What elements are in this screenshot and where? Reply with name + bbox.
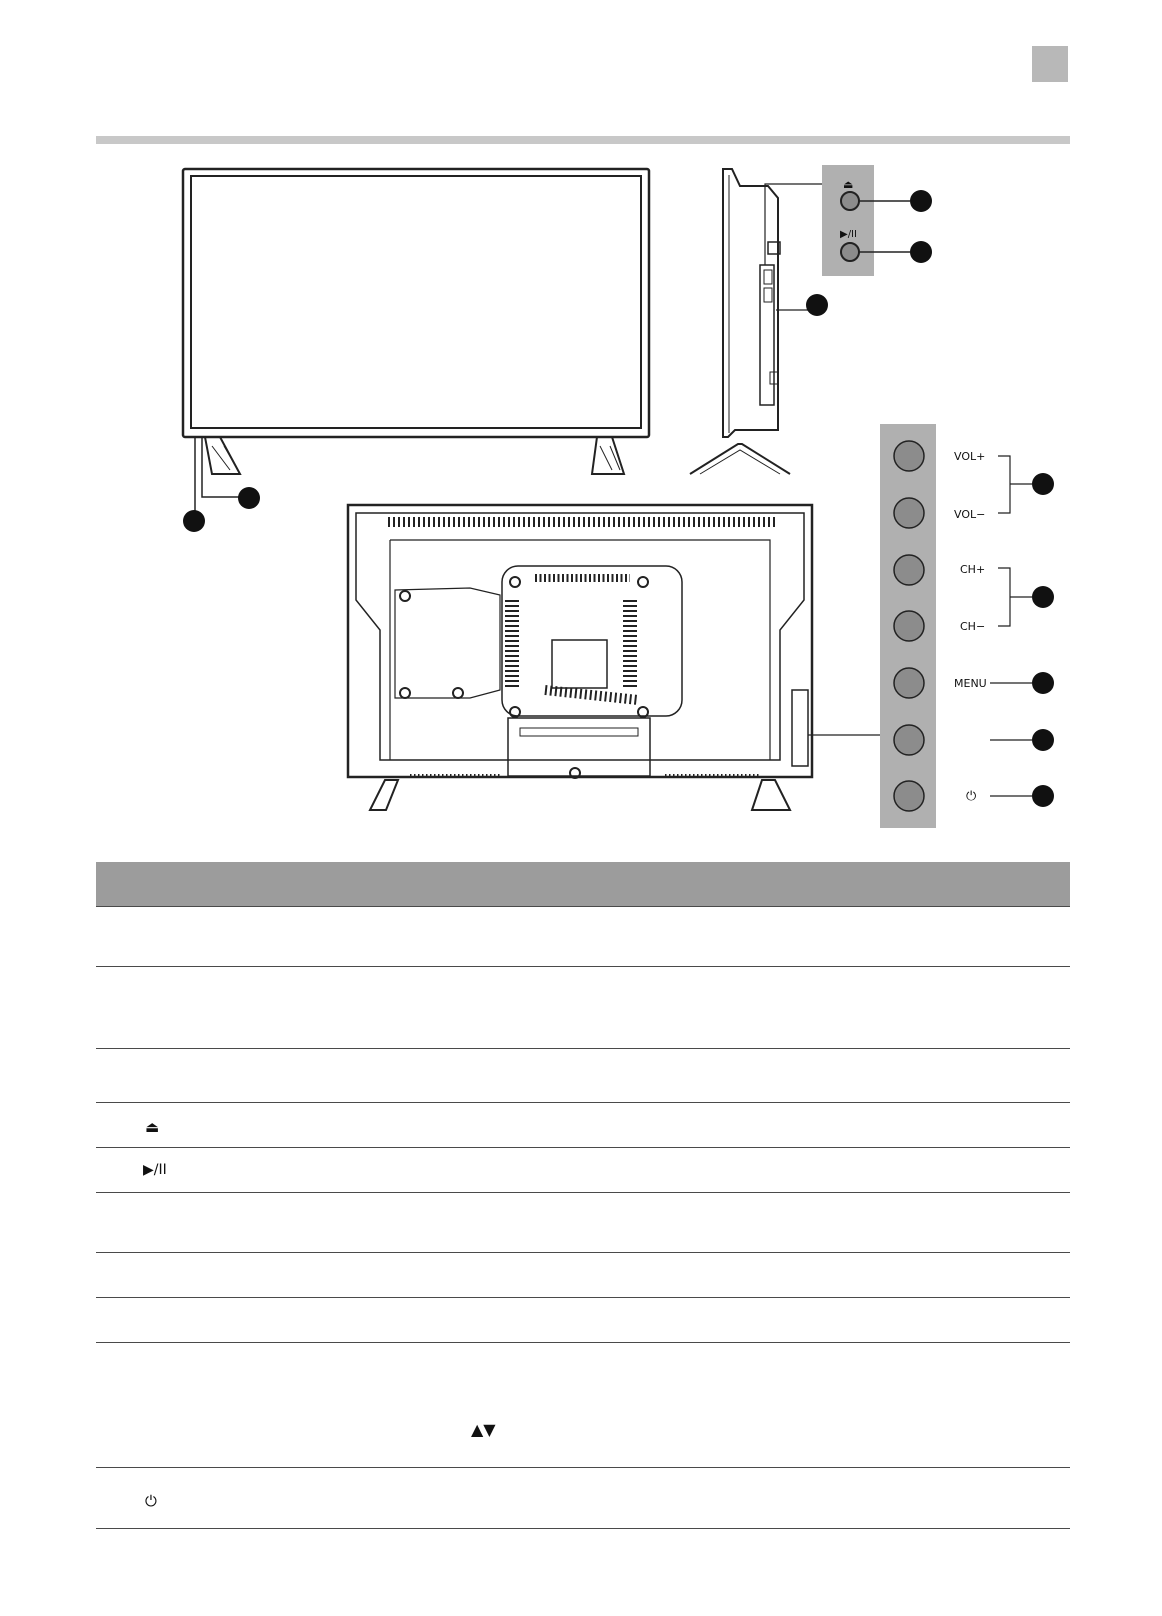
table-row-divider [96,1147,1070,1148]
table-row-divider [96,966,1070,967]
play-pause-icon: ▶/II [143,1162,167,1178]
table-row-divider [96,1192,1070,1193]
control-button-panel [880,424,1032,828]
table-row-divider [96,1048,1070,1049]
table-row-divider [96,1528,1070,1529]
ch-up-label: CH+ [960,563,986,576]
menu-label: MENU [954,677,987,690]
eject-icon: ⏏ [843,178,854,191]
table-row-divider [96,906,1070,907]
power-icon: ⏻ [145,1492,157,1510]
table-row-divider [96,1252,1070,1253]
power-icon: ⏻ [966,789,977,804]
vol-down-label: VOL− [954,508,986,521]
table-header [96,862,1070,906]
side-button-inset [822,165,910,276]
tv-front-view [183,169,649,520]
table-row-divider [96,1342,1070,1343]
eject-icon: ⏏ [145,1118,160,1136]
tv-rear-view [348,505,900,810]
play-pause-icon: ▶/II [840,229,857,240]
ch-down-label: CH− [960,620,986,633]
tv-side-view [690,169,822,474]
table-row-divider [96,1297,1070,1298]
table-row-divider [96,1467,1070,1468]
up-down-arrows-icon: ▲▼ [471,1420,496,1439]
table-row-divider [96,1102,1070,1103]
vol-up-label: VOL+ [954,450,986,463]
